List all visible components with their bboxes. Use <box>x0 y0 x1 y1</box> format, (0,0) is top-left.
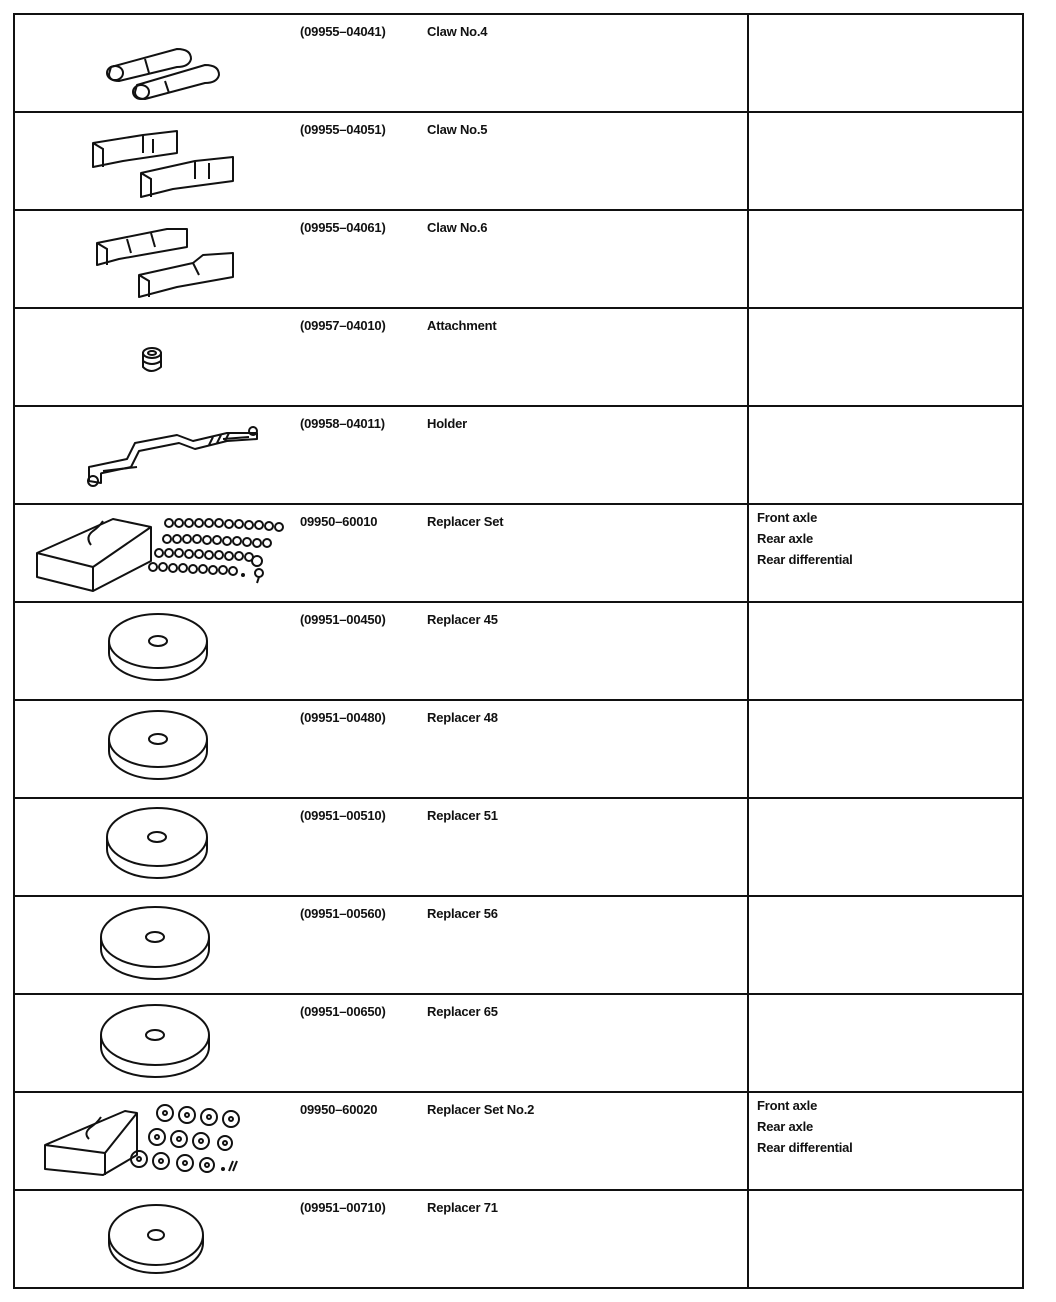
tool-name: Replacer 65 <box>427 1004 498 1019</box>
tool-name: Replacer 56 <box>427 906 498 921</box>
replacer-set-no2-icon <box>27 1095 297 1183</box>
tool-name: Claw No.4 <box>427 24 488 39</box>
claw-no4-icon <box>27 17 287 105</box>
part-number: (09951–00450) <box>300 612 386 627</box>
tool-name: Replacer 48 <box>427 710 498 725</box>
claw-no5-icon <box>27 115 287 203</box>
table-row <box>14 994 1023 1092</box>
tool-name: Replacer 45 <box>427 612 498 627</box>
table-row <box>14 406 1023 504</box>
replacer-disc-icon <box>27 899 287 987</box>
application-note: Rear axle <box>757 1119 814 1134</box>
application-note: Front axle <box>757 510 818 525</box>
table-row <box>14 896 1023 994</box>
table-row <box>14 210 1023 308</box>
part-number: (09955–04061) <box>300 220 386 235</box>
table-row <box>14 504 1023 602</box>
tool-name: Replacer 51 <box>427 808 498 823</box>
part-number: (09958–04011) <box>300 416 385 431</box>
part-number: 09950–60020 <box>300 1102 378 1117</box>
special-service-tools-table <box>13 13 1024 1289</box>
part-number: (09951–00560) <box>300 906 386 921</box>
table-row <box>14 14 1023 112</box>
table-row <box>14 112 1023 210</box>
table-row <box>14 602 1023 700</box>
part-number: (09955–04041) <box>300 24 386 39</box>
tool-name: Claw No.6 <box>427 220 488 235</box>
replacer-disc-icon <box>27 703 287 791</box>
part-number: (09951–00650) <box>300 1004 386 1019</box>
table-row <box>14 1190 1023 1288</box>
tool-name: Holder <box>427 416 467 431</box>
part-number: (09951–00710) <box>300 1200 386 1215</box>
part-number: (09957–04010) <box>300 318 386 333</box>
replacer-disc-icon <box>27 997 287 1085</box>
replacer-disc-icon <box>27 801 287 889</box>
table-row <box>14 308 1023 406</box>
application-note: Front axle <box>757 1098 818 1113</box>
application-note: Rear differential <box>757 1140 853 1155</box>
attachment-icon <box>27 311 287 399</box>
tool-name: Replacer Set <box>427 514 504 529</box>
replacer-set-icon <box>27 507 297 595</box>
part-number: 09950–60010 <box>300 514 378 529</box>
table-row <box>14 1092 1023 1190</box>
application-note: Rear differential <box>757 552 853 567</box>
part-number: (09951–00480) <box>300 710 386 725</box>
part-number: (09951–00510) <box>300 808 386 823</box>
tool-name: Replacer Set No.2 <box>427 1102 535 1117</box>
table-row <box>14 798 1023 896</box>
holder-icon <box>27 409 287 497</box>
application-note: Rear axle <box>757 531 814 546</box>
tool-name: Replacer 71 <box>427 1200 498 1215</box>
part-number: (09955–04051) <box>300 122 386 137</box>
claw-no6-icon <box>27 213 287 301</box>
replacer-disc-icon <box>27 605 287 693</box>
tool-name: Claw No.5 <box>427 122 488 137</box>
tool-name: Attachment <box>427 318 497 333</box>
table-row <box>14 700 1023 798</box>
replacer-disc-icon <box>27 1193 287 1281</box>
